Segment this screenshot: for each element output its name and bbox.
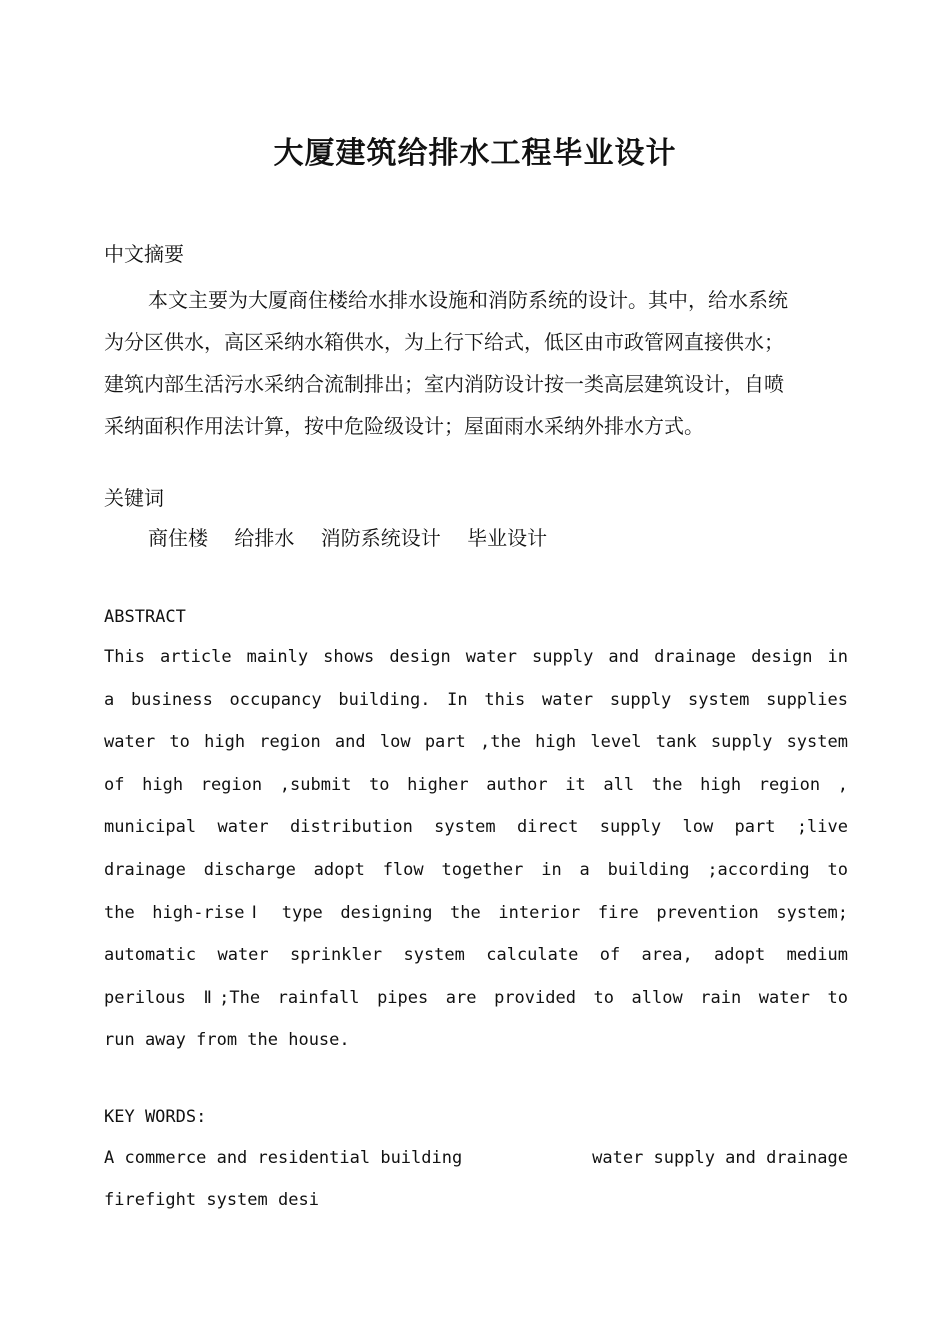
en-abstract-line: a business occupancy building. In this water supply system supplies: [104, 689, 848, 710]
cn-abstract-line: 建筑内部生活污水采纳合流制排出；室内消防设计按一类高层建筑设计，自喷: [104, 372, 784, 396]
en-keywords-line: [104, 1137, 848, 1179]
en-keywords-body: [104, 1137, 848, 1221]
en-abstract-line: perilous Ⅱ;The rainfall pipes are provided to allow rain water to: [104, 987, 848, 1008]
en-abstract-line: automatic water sprinkler system calculate of area, adopt medium: [104, 945, 848, 966]
cn-abstract-line: 为分区供水，高区采纳水箱供水，为上行下给式，低区由市政管网直接供水；: [104, 330, 784, 354]
en-keyword: water supply and drainage: [592, 1148, 848, 1168]
en-keyword: A commerce and residential building: [104, 1148, 463, 1168]
en-abstract-line: drainage discharge adopt flow together in a building ;according to: [104, 859, 848, 880]
document-title: 大厦建筑给排水工程毕业设计: [273, 136, 677, 171]
cn-abstract-line: 采纳面积作用法计算，按中危险级设计；屋面雨水采纳外排水方式。: [104, 414, 704, 438]
cn-keywords-heading: 关键词: [104, 486, 164, 510]
en-abstract-heading: ABSTRACT: [104, 607, 186, 627]
en-keywords-heading: KEY WORDS:: [104, 1107, 207, 1127]
en-abstract-line: municipal water distribution system direct supply low part ;live: [104, 817, 848, 838]
cn-abstract-line: 本文主要为大厦商住楼给水排水设施和消防系统的设计。其中，给水系统: [148, 288, 788, 312]
en-abstract-line: water to high region and low part ,the high level tank supply system: [104, 732, 848, 753]
en-abstract-body: [104, 636, 848, 1062]
cn-keyword: 商住楼: [148, 526, 208, 550]
cn-keyword: 毕业设计: [467, 526, 548, 550]
en-abstract-line: run away from the house.: [104, 1030, 350, 1051]
cn-keywords-list: [148, 518, 567, 558]
cn-keyword: 给排水: [234, 526, 295, 550]
cn-keyword: 消防系统设计: [320, 526, 441, 550]
en-abstract-line: of high region ,submit to higher author it all the high region ,: [104, 774, 848, 795]
cn-abstract-body: [104, 279, 848, 447]
cn-abstract-heading: 中文摘要: [104, 242, 184, 266]
en-abstract-line: This article mainly shows design water supply and drainage design in: [104, 647, 848, 667]
en-keywords-line: [104, 1179, 848, 1221]
en-keyword: firefight system desi: [104, 1190, 319, 1210]
en-abstract-line: the high-riseⅠ type designing the interior fire prevention system;: [104, 902, 848, 923]
